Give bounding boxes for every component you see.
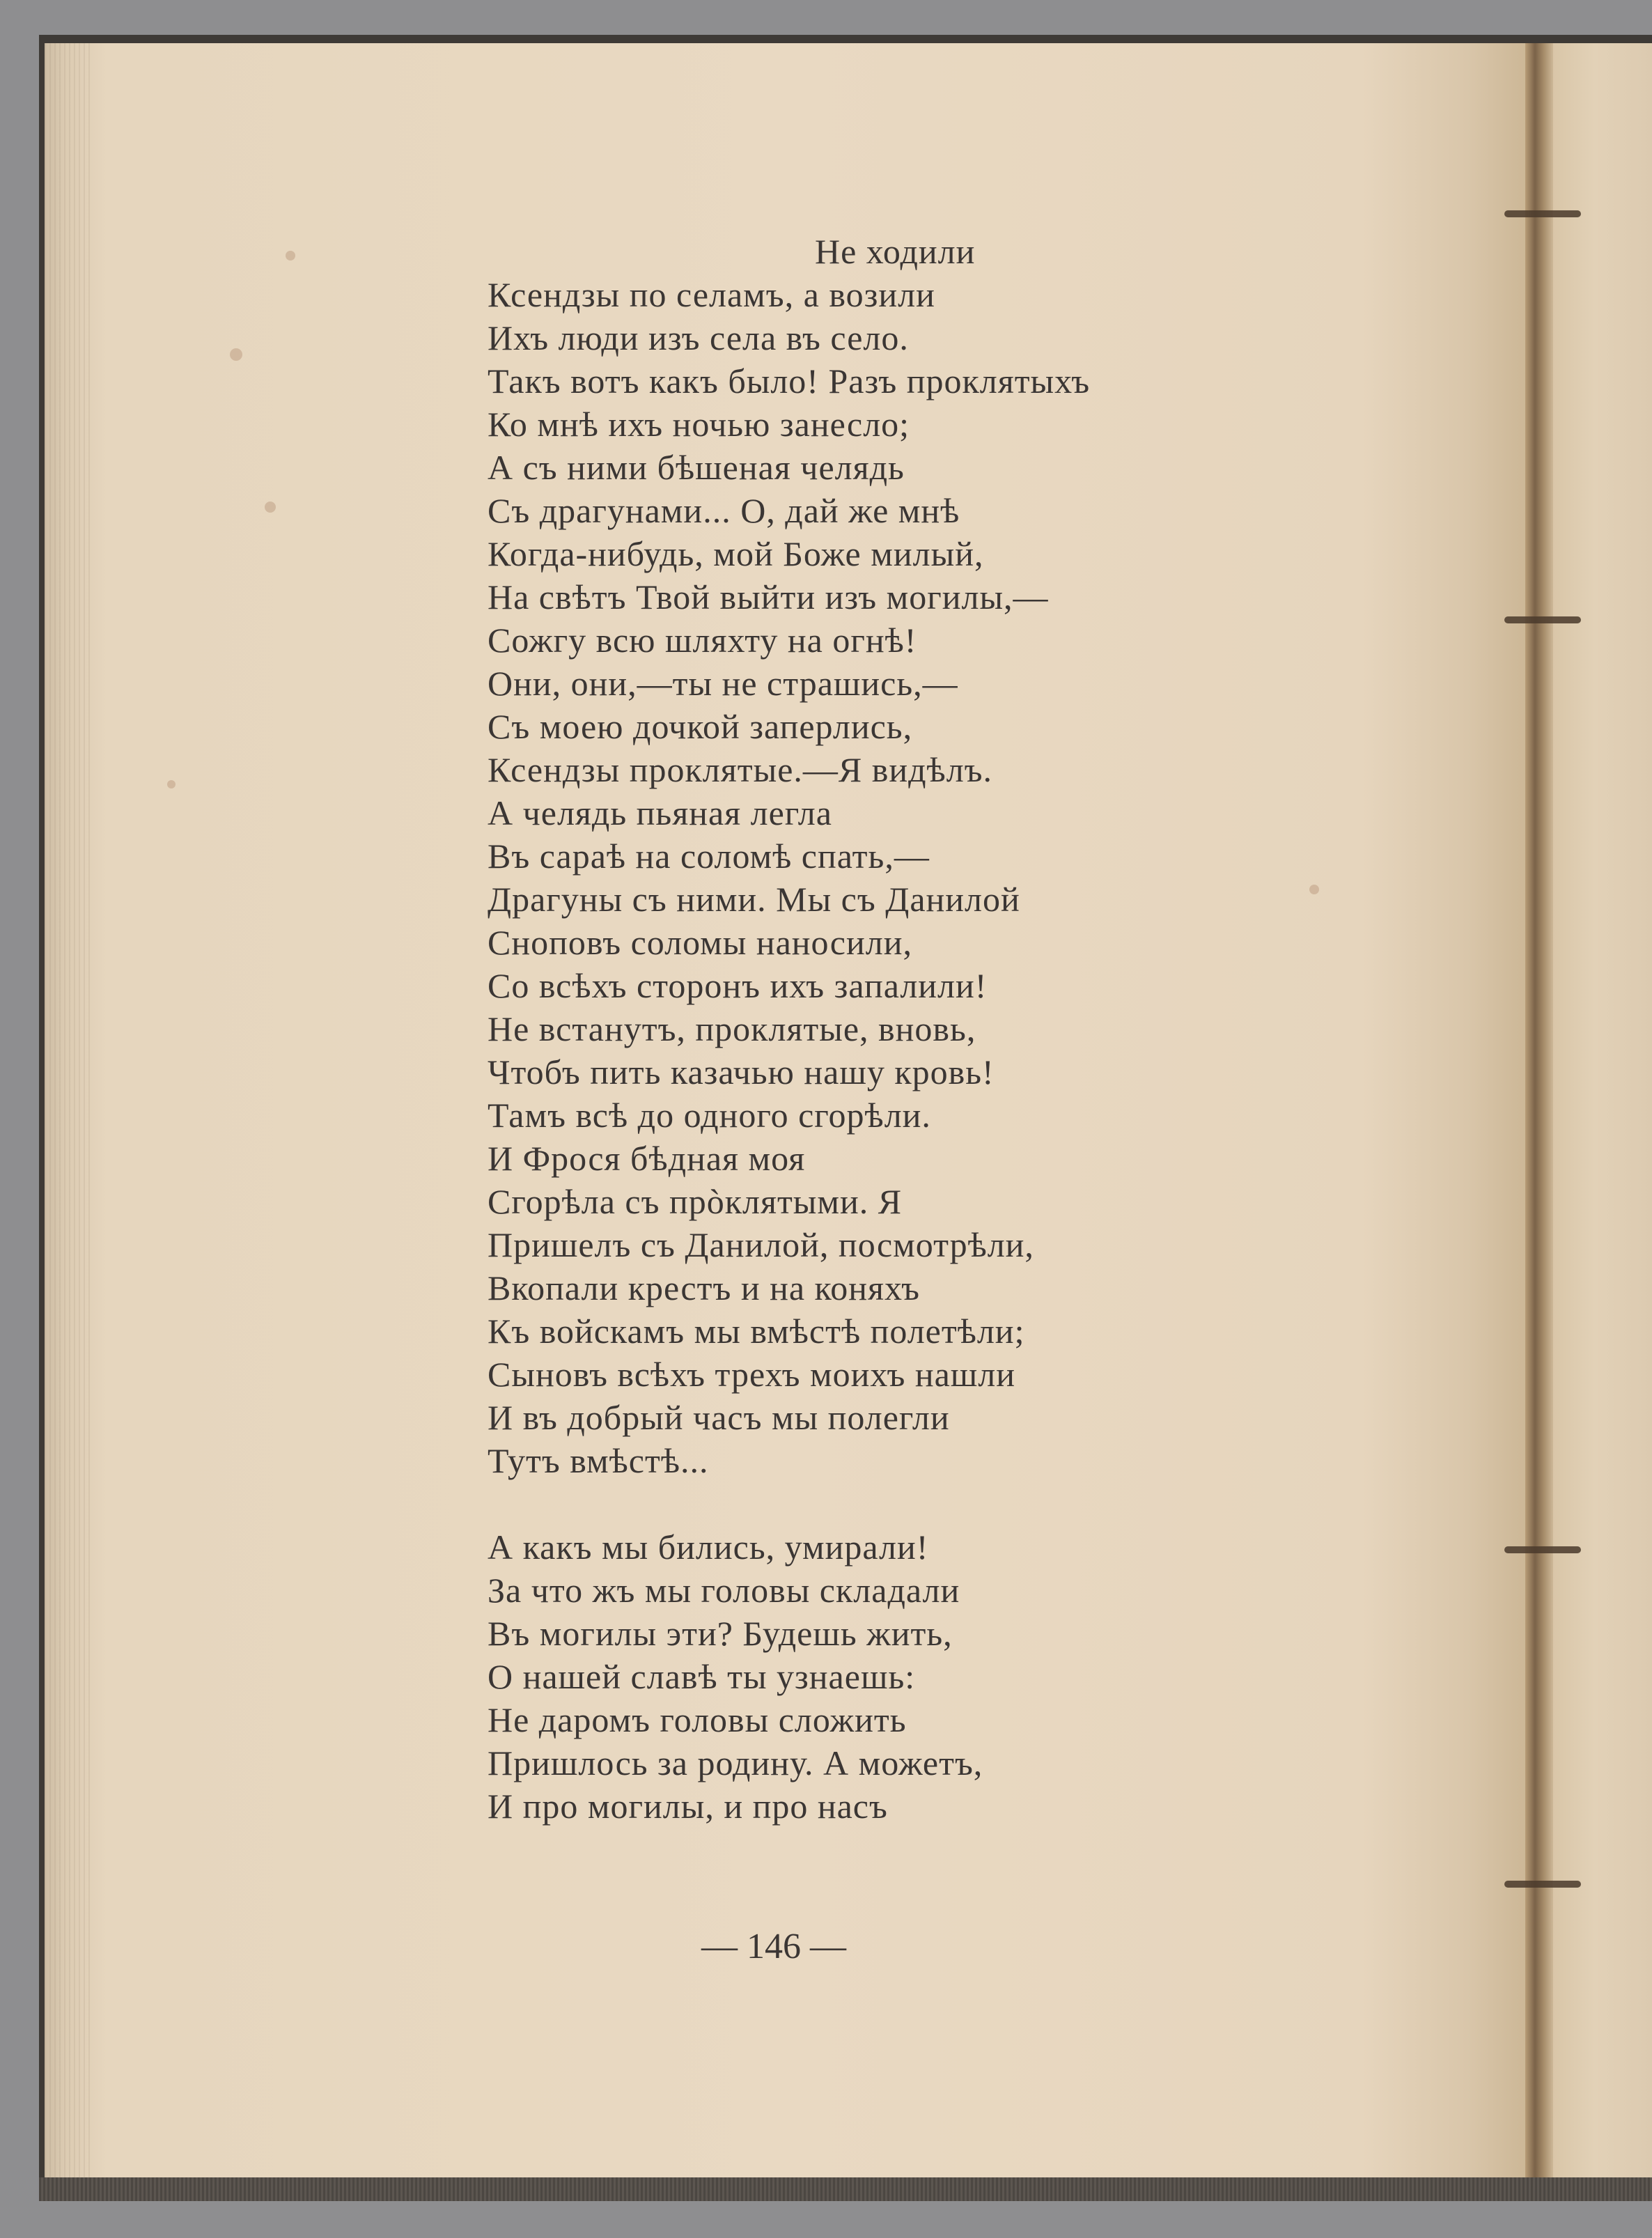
- poem-stanza-2: [488, 1525, 1463, 1828]
- book-bottom-edge: [39, 2177, 1652, 2201]
- foxing-spot: [286, 251, 295, 261]
- poem-line: Со всѣхъ сторонъ ихъ запалили!: [488, 966, 988, 1005]
- poem-line: Въ сараѣ на соломѣ спать,—: [488, 837, 930, 876]
- poem-line: Къ войскамъ мы вмѣстѣ полетѣли;: [488, 1312, 1025, 1351]
- binding-stitch: [1504, 1546, 1581, 1553]
- poem-line: На свѣтъ Твой выйти изъ могилы,—: [488, 577, 1049, 616]
- binding-stitch: [1504, 1881, 1581, 1888]
- poem-line: Ксендзы по селамъ, а возили: [488, 275, 935, 314]
- facing-page-edge: [1553, 43, 1652, 2177]
- poem-line: И про могилы, и про насъ: [488, 1787, 888, 1826]
- page-number: — 146 —: [701, 1927, 846, 1966]
- binding-stitch: [1504, 210, 1581, 217]
- poem-line: И Фрося бѣдная моя: [488, 1139, 806, 1178]
- poem-line: Чтобъ пить казачью нашу кровь!: [488, 1052, 995, 1091]
- poem-line: Пришлось за родину. А можетъ,: [488, 1743, 983, 1782]
- poem-line: И въ добрый часъ мы полегли: [488, 1398, 950, 1437]
- poem-line: Тамъ всѣ до одного сгорѣли.: [488, 1096, 931, 1135]
- poem-line: Когда-нибудь, мой Боже милый,: [488, 534, 984, 573]
- foxing-spot: [230, 348, 242, 361]
- poem-line: Драгуны съ ними. Мы съ Данилой: [488, 880, 1020, 919]
- poem-line: Тутъ вмѣстѣ...: [488, 1441, 709, 1480]
- poem-line: А челядь пьяная легла: [488, 793, 832, 832]
- poem-line: Сожгу всю шляхту на огнѣ!: [488, 621, 917, 660]
- poem-line: Они, они,—ты не страшись,—: [488, 664, 958, 703]
- poem-line: Пришелъ съ Данилой, посмотрѣли,: [488, 1225, 1034, 1264]
- foxing-spot: [265, 502, 276, 513]
- poem-line: Не даромъ головы сложить: [488, 1700, 907, 1739]
- poem-line: Ксендзы проклятые.—Я видѣлъ.: [488, 750, 992, 789]
- poem-line: Ко мнѣ ихъ ночью занесло;: [488, 405, 910, 444]
- poem-line: А какъ мы бились, умирали!: [488, 1528, 929, 1567]
- poem-line: Такъ вотъ какъ было! Разъ проклятыхъ: [488, 362, 1091, 401]
- poem-line: Съ драгунами... О, дай же мнѣ: [488, 491, 960, 530]
- poem-line: Съ моею дочкой заперлись,: [488, 707, 913, 746]
- poem-line: Сноповъ соломы наносили,: [488, 923, 912, 962]
- poem-line: За что жъ мы головы складали: [488, 1571, 960, 1610]
- poem-line: Въ могилы эти? Будешь жить,: [488, 1614, 953, 1653]
- poem-line: Сгорѣла съ прòклятыми. Я: [488, 1182, 903, 1221]
- poem-line: Ихъ люди изъ села въ село.: [488, 318, 909, 357]
- stanza-gap: [488, 1482, 1463, 1525]
- poem-line: Вкопали крестъ и на коняхъ: [488, 1268, 920, 1307]
- poem-stanza-1: [488, 230, 1463, 1482]
- poem-line: Сыновъ всѣхъ трехъ моихъ нашли: [488, 1355, 1015, 1394]
- poem-line: О нашей славѣ ты узнаешь:: [488, 1657, 916, 1696]
- poem-text: [488, 230, 1463, 1828]
- foxing-spot: [167, 780, 176, 788]
- poem-line: Не встанутъ, проклятые, вновь,: [488, 1009, 976, 1048]
- poem-line: Не ходили: [815, 232, 976, 271]
- poem-line: А съ ними бѣшеная челядь: [488, 448, 905, 487]
- book-gutter: [1525, 43, 1553, 2177]
- binding-stitch: [1504, 616, 1581, 623]
